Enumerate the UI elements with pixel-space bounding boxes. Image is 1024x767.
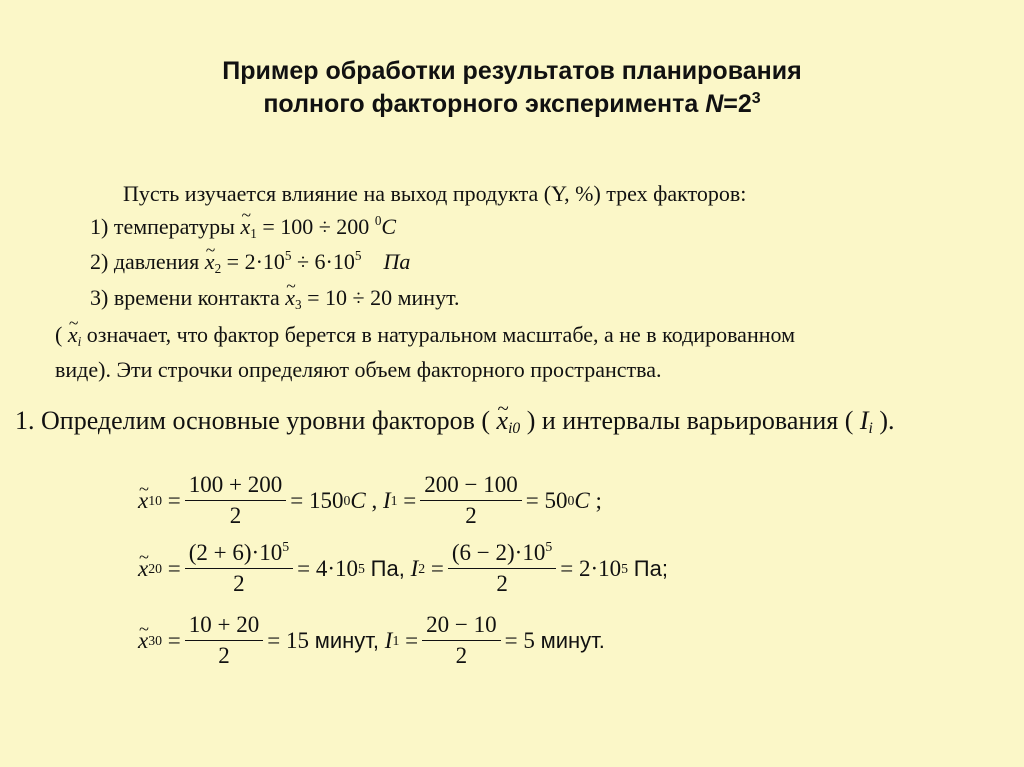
formula-1-fraction-2: $\frac{200 - 100}{2}$ xyxy=(420,472,521,529)
formula-2-fraction-1: $\frac{(2 + 6)\cdot 10^5}{2}$ xyxy=(185,540,293,597)
factor-2: 2) давления ~ $x_2 = 2\cdot 10^5 \div 6\cdot 10^5$ Па xyxy=(90,249,410,275)
formula-2-lhs: ~ x xyxy=(138,556,148,582)
step1-heading: 1. Определим основные уровни факторов ( ~ $x_{i0}$ ) и интервалы варьирования ( $I_i$ ). xyxy=(15,406,895,436)
formula-3-fraction-1: $\frac{10 + 20}{2}$ xyxy=(185,612,263,669)
title-line-2: полного факторного эксперимента $N=2^3$ xyxy=(263,90,761,118)
note-line-2: виде). Эти строчки определяют объем факторного пространства. xyxy=(55,357,662,382)
formula-2-fraction-2: $\frac{(6 - 2)\cdot 10^5}{2}$ xyxy=(448,540,556,597)
formula-1-lhs: ~ x xyxy=(138,488,148,514)
formula-3: ~ x 30 = $\frac{10 + 20}{2}$ = 15 минут, I 1 = $\frac{20 - 10}{2}$ = 5 минут. xyxy=(138,612,605,669)
note-line-1: ( ~ $x_i$ означает, что фактор берется в натуральном масштабе, а не в кодированном xyxy=(55,322,795,348)
formula-2: ~ x 20 = $\frac{(2 + 6)\cdot 10^5}{2}$ = 4·10 5 Па, I 2 = $\frac{(6 - 2)\cdot 10^5}{2}$ = 2·10 5 Па; xyxy=(138,540,668,597)
slide-title xyxy=(0,55,1024,121)
factor-3: 3) времени контакта ~ $x_3 = 10 \div 20$ минут. xyxy=(90,285,460,311)
intro-sentence: Пусть изучается влияние на выход продукта (Y, %) трех факторов: xyxy=(123,181,747,206)
formula-3-lhs: ~ x xyxy=(138,628,148,654)
formula-3-fraction-2: $\frac{20 - 10}{2}$ xyxy=(422,612,500,669)
formula-1: ~ x 10 = $\frac{100 + 200}{2}$ = 150 0 C , I 1 = $\frac{200 - 100}{2}$ = 50 0 C ; xyxy=(138,472,602,529)
formula-1-fraction-1: $\frac{100 + 200}{2}$ xyxy=(185,472,286,529)
factor-1: 1) температуры ~ $x_1 = 100 \div 200$ $^0$C xyxy=(90,214,396,240)
title-line-1: Пример обработки результатов планирования xyxy=(222,57,802,85)
